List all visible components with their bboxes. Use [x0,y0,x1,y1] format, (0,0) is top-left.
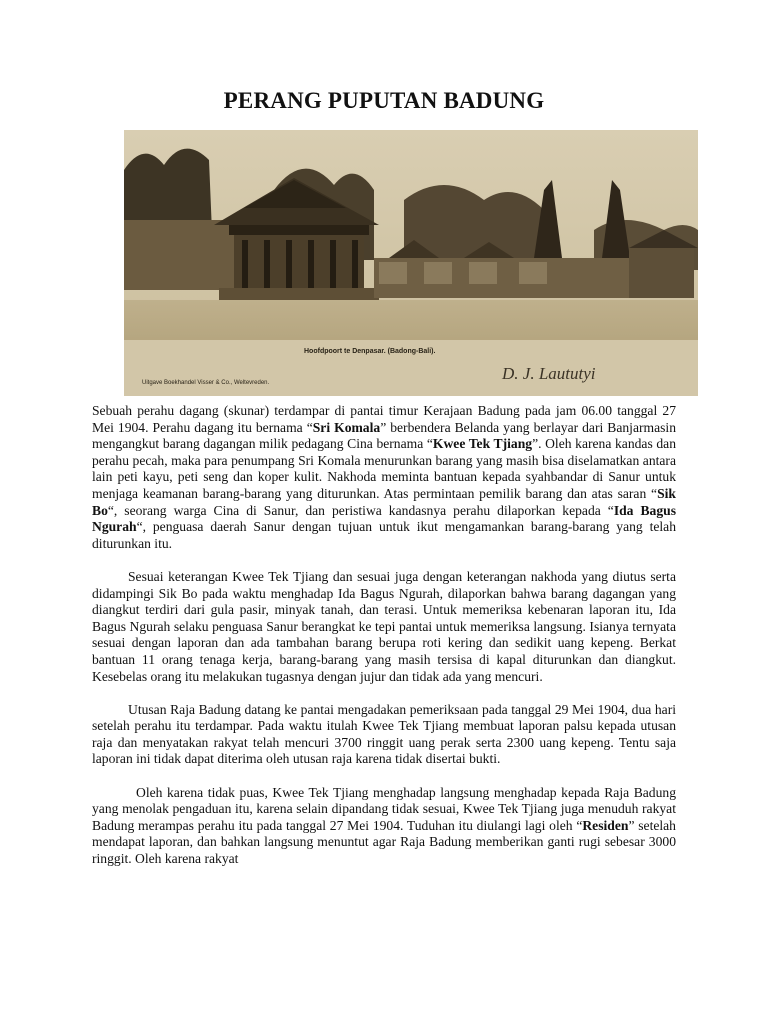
paragraph-1: Sebuah perahu dagang (skunar) terdampar di pantai timur Kerajaan Badung pada jam 06.00 tanggal 27 Mei 1904. Perahu dagang itu bernama “Sri Komala” berbendera Belanda yang berlayar dari Banjarmasin mengangkut barang dagangan milik pedagang Cina bernama “Kwee Tek Tjiang”. Oleh karena kandas dan perahu pecah, maka para penumpang Sri Komala menurunkan barang yang masih bisa diselamatkan antara lain peti kayu, peti seng dan koper kulit. Nakhoda meminta bantuan kepada syahbandar di Sanur untuk menjaga keamanan barang-barang yang diturunkan. Atas permintaan pemilik barang dan atas saran “Sik Bo“, seorang warga Cina di Sanur, dan peristiwa kandasnya perahu dilaporkan kepada “Ida Bagus Ngurah“, penguasa daerah Sanur dengan tujuan untuk ikut mengamankan barang-barang yang telah diturunkan itu. [92,403,676,551]
document-title: PERANG PUPUTAN BADUNG [223,88,545,113]
ida-bagus-name: Ida Bagus Ngurah [92,502,676,535]
article-body [92,403,676,884]
ship-name: Sri Komala [312,419,381,435]
sik-bo-name: Sik Bo [92,485,676,518]
residen-label: Residen [582,817,629,833]
historical-photo [124,130,698,396]
paragraph-2: Sesuai keterangan Kwee Tek Tjiang dan sesuai juga dengan keterangan nakhoda yang diutus serta didampingi Sik Bo pada waktu menghadap Ida Bagus Ngurah, dilaporkan bahwa barang dagangan yang diangkut terdiri dari gula pasir, minyak tanah, dan terasi. Untuk memeriksa kebenaran laporan itu, Ida Bagus Ngurah selaku penguasa Sanur berangkat ke tepi pantai untuk memeriksa langsung. Isianya ternyata sesuai dengan laporan dan ada tambahan barang berupa roti kering dan sedikit uang kepeng. Berkat bantuan 11 orang tenaga kerja, barang-barang yang masih tersisa di kapal diturunkan dan diangkut. Kesebelas orang itu melakukan tugasnya dengan jujur dan tidak ada yang mencuri. [92,568,676,684]
paragraph-3: Utusan Raja Badung datang ke pantai mengadakan pemeriksaan pada tanggal 29 Mei 1904, dua hari setelah perahu itu terdampar. Pada waktu itulah Kwee Tek Tjiang membuat laporan palsu kepada utusan raja dan menyatakan rakyat telah mencuri 3700 ringgit uang perak serta 2300 uang kepeng. Tentu saja laporan ini tidak dapat diterima oleh utusan raja karena tidak disertai bukti. [92,701,676,767]
photo-illustration [124,130,698,396]
photo-publisher: Uitgave Boekhandel Visser & Co., Weltevreden. [142,380,270,386]
photo-caption: Hoofdpoort te Denpasar. (Badong-Bali). [304,348,436,355]
merchant-name: Kwee Tek Tjiang [432,436,533,452]
photo-signature: D. J. Laututyi [502,364,596,383]
paragraph-4: Oleh karena tidak puas, Kwee Tek Tjiang menghadap langsung menghadap kepada Raja Badung yang menolak pengaduan itu, karena selain dipandang tidak sesuai, Kwee Tek Tjiang juga menuduh rakyat Badung merampas perahu itu pada tanggal 27 Mei 1904. Tuduhan itu diulangi lagi oleh “Residen” setelah mendapat laporan, dan bahkan langsung menuntut agar Raja Badung memberikan ganti rugi sebesar 3000 ringgit. Oleh karena rakyat [92,784,676,867]
